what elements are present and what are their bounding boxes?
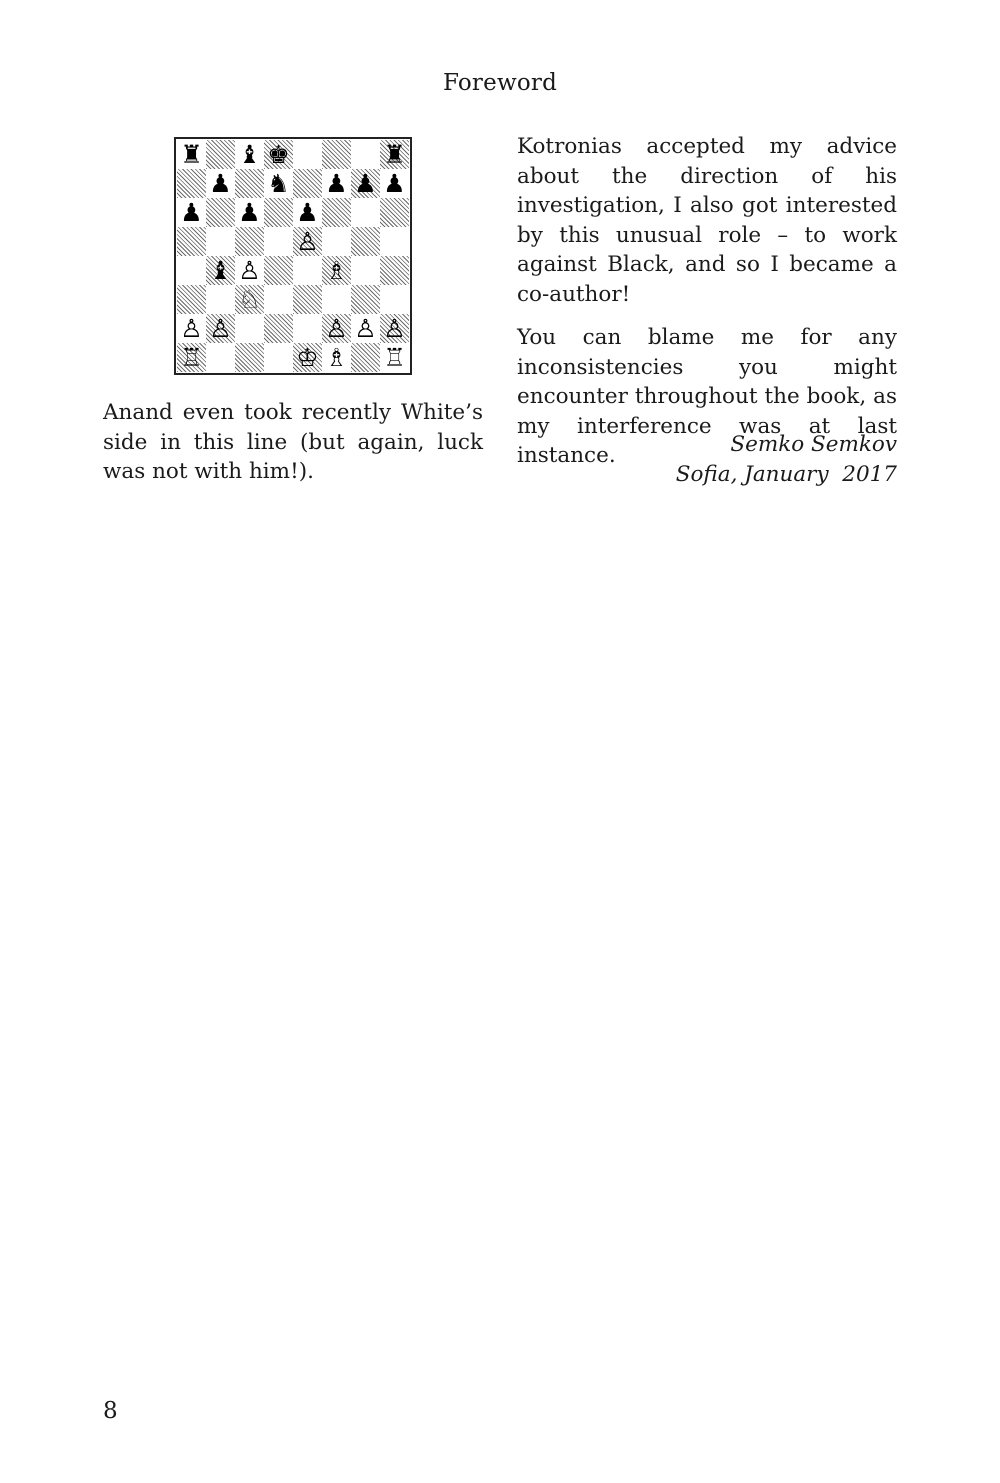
- square-h1: [380, 343, 409, 372]
- square-g6: [351, 198, 380, 227]
- square-a2: [177, 314, 206, 343]
- square-e2: [293, 314, 322, 343]
- signature-block: [517, 430, 897, 490]
- chess-piece-g2: ♙: [354, 314, 377, 343]
- square-f8: [322, 140, 351, 169]
- chess-piece-c4: ♙: [238, 256, 261, 285]
- chess-piece-h8: ♜: [383, 140, 406, 169]
- square-e6: [293, 198, 322, 227]
- square-b3: [206, 285, 235, 314]
- square-c1: [235, 343, 264, 372]
- square-f4: [322, 256, 351, 285]
- square-h6: [380, 198, 409, 227]
- right-paragraph-2: You can blame me for any inconsistencies you might encounter throughout the book, as my interference was at last instance.: [517, 325, 897, 468]
- square-h2: [380, 314, 409, 343]
- chess-piece-f2: ♙: [325, 314, 348, 343]
- square-a3: [177, 285, 206, 314]
- square-b1: [206, 343, 235, 372]
- square-c2: [235, 314, 264, 343]
- square-e8: [293, 140, 322, 169]
- square-c8: [235, 140, 264, 169]
- chess-piece-b4: ♝: [209, 256, 232, 285]
- signature-name: Semko Semkov: [730, 432, 897, 457]
- square-d3: [264, 285, 293, 314]
- square-f7: [322, 169, 351, 198]
- square-d6: [264, 198, 293, 227]
- square-a7: [177, 169, 206, 198]
- square-a5: [177, 227, 206, 256]
- square-g5: [351, 227, 380, 256]
- square-g1: [351, 343, 380, 372]
- chess-piece-c6: ♟: [238, 198, 261, 227]
- chess-piece-h1: ♖: [383, 343, 406, 372]
- chess-piece-e5: ♙: [296, 227, 319, 256]
- square-e1: [293, 343, 322, 372]
- square-b7: [206, 169, 235, 198]
- page-number: 8: [103, 1398, 118, 1424]
- square-g8: [351, 140, 380, 169]
- chess-piece-e1: ♔: [296, 343, 319, 372]
- square-a8: [177, 140, 206, 169]
- chess-piece-d7: ♞: [267, 169, 290, 198]
- chess-piece-d8: ♚: [267, 140, 290, 169]
- square-h7: [380, 169, 409, 198]
- running-head: Foreword: [442, 70, 557, 96]
- square-e7: [293, 169, 322, 198]
- square-f5: [322, 227, 351, 256]
- chess-piece-a8: ♜: [180, 140, 203, 169]
- square-d7: [264, 169, 293, 198]
- square-f3: [322, 285, 351, 314]
- chess-piece-h2: ♙: [383, 314, 406, 343]
- chess-piece-a6: ♟: [180, 198, 203, 227]
- chess-diagram: [174, 137, 412, 375]
- square-c4: [235, 256, 264, 285]
- square-b6: [206, 198, 235, 227]
- square-b5: [206, 227, 235, 256]
- chess-piece-b7: ♟: [209, 169, 232, 198]
- square-c5: [235, 227, 264, 256]
- left-column: [103, 398, 483, 501]
- right-paragraph-1: Kotronias accepted my advice about the direction of his investigation, I also got interested by this unusual role – to work against Black, and so I became a co-author!: [517, 134, 897, 307]
- signature-place-date: Sofia, January 2017: [675, 462, 897, 487]
- square-d4: [264, 256, 293, 285]
- chess-piece-c3: ♘: [238, 285, 261, 314]
- square-a4: [177, 256, 206, 285]
- square-g7: [351, 169, 380, 198]
- chess-piece-c8: ♝: [238, 140, 261, 169]
- chess-piece-b2: ♙: [209, 314, 232, 343]
- chess-piece-f1: ♗: [325, 343, 348, 372]
- chess-piece-h7: ♟: [383, 169, 406, 198]
- square-h4: [380, 256, 409, 285]
- square-g4: [351, 256, 380, 285]
- square-e5: [293, 227, 322, 256]
- left-paragraph: Anand even took recently White’s side in this line (but again, luck was not with him!).: [103, 400, 483, 484]
- square-h5: [380, 227, 409, 256]
- square-c6: [235, 198, 264, 227]
- chess-piece-a1: ♖: [180, 343, 203, 372]
- square-a6: [177, 198, 206, 227]
- square-d5: [264, 227, 293, 256]
- square-h8: [380, 140, 409, 169]
- square-d2: [264, 314, 293, 343]
- square-b4: [206, 256, 235, 285]
- square-f2: [322, 314, 351, 343]
- square-h3: [380, 285, 409, 314]
- square-e4: [293, 256, 322, 285]
- chess-piece-e6: ♟: [296, 198, 319, 227]
- square-c7: [235, 169, 264, 198]
- chess-piece-f7: ♟: [325, 169, 348, 198]
- square-a1: [177, 343, 206, 372]
- square-b8: [206, 140, 235, 169]
- square-f6: [322, 198, 351, 227]
- square-f1: [322, 343, 351, 372]
- square-d8: [264, 140, 293, 169]
- square-g2: [351, 314, 380, 343]
- chess-piece-f4: ♗: [325, 256, 348, 285]
- chess-board: [177, 140, 409, 372]
- chess-piece-a2: ♙: [180, 314, 203, 343]
- square-g3: [351, 285, 380, 314]
- square-d1: [264, 343, 293, 372]
- square-e3: [293, 285, 322, 314]
- square-b2: [206, 314, 235, 343]
- square-c3: [235, 285, 264, 314]
- chess-piece-g7: ♟: [354, 169, 377, 198]
